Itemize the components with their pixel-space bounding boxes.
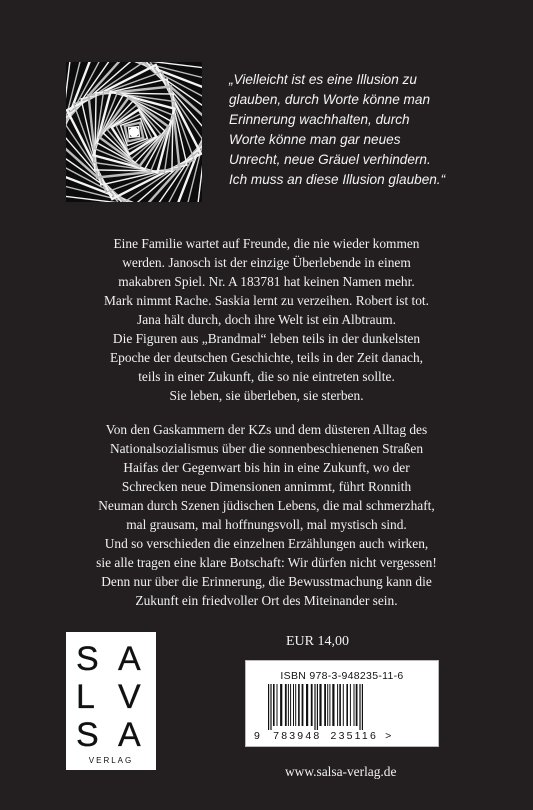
quote-line: Erinnerung wachhalten, durch	[229, 112, 410, 127]
barcode-bar	[290, 684, 291, 726]
blurb-paragraph-2	[40, 420, 493, 610]
blurb-line: Eine Familie wartet auf Freunde, die nie wieder kommen	[113, 236, 420, 251]
blurb-line: Jana hält durch, doch ihre Welt ist ein Albtraum.	[137, 312, 396, 327]
barcode-bar	[327, 684, 328, 726]
barcode-bar	[359, 684, 360, 730]
barcode-bar	[362, 684, 363, 730]
cover-op-art-illustration	[66, 62, 202, 202]
blurb-line: makabren Spiel. Nr. A 183781 hat keinen Namen mehr.	[118, 274, 415, 289]
barcode-bar	[356, 684, 358, 726]
logo-letter: S	[76, 716, 99, 754]
quote-line: glauben, durch Worte könne man	[229, 92, 431, 107]
barcode-bar	[288, 684, 289, 726]
blurb-line: teils in einer Zukunft, die so nie eintreten sollte.	[138, 369, 395, 384]
blurb-line: Haifas der Gegenwart bis hin in eine Zukunft, wo der	[123, 460, 410, 475]
publisher-website: www.salsa-verlag.de	[285, 764, 397, 779]
quote-line: Worte könne man gar neues	[229, 132, 401, 147]
ean-left-group: 783948	[273, 730, 322, 742]
barcode-bar	[354, 684, 355, 726]
barcode-bar	[280, 684, 282, 726]
blurb-line: Und so verschieden die einzelnen Erzählungen auch wirken,	[104, 536, 429, 551]
salsa-verlag-logo	[66, 632, 156, 770]
price-label: EUR 14,00	[286, 634, 349, 649]
barcode-bar	[329, 684, 330, 726]
barcode-bar	[319, 684, 321, 726]
blurb-line: Zukunft ein friedvoller Ort des Miteinander sein.	[135, 593, 398, 608]
ean-quiet-zone-mark: >	[385, 730, 394, 742]
quote-line: Unrecht, neue Gräuel verhindern.	[229, 152, 431, 167]
barcode-bar	[277, 684, 278, 726]
barcode-bar	[317, 684, 318, 730]
barcode-bar	[306, 684, 308, 726]
blurb-line: werden. Janosch ist der einzige Überlebende in einem	[122, 255, 411, 270]
barcode-bar	[295, 684, 296, 726]
barcode-bar	[337, 684, 338, 726]
barcode-bar	[268, 684, 269, 730]
barcode-bar	[302, 684, 304, 726]
ean-right-group: 235116	[330, 730, 379, 742]
quote-line: „Vielleicht ist es eine Illusion zu	[229, 72, 417, 87]
quote-line: Ich muss an diese Illusion glauben.“	[229, 172, 446, 187]
salsa-logo-icon	[66, 632, 156, 770]
barcode-bar	[350, 684, 351, 726]
blurb-line: Sie leben, sie überleben, sie sterben.	[169, 388, 364, 403]
blurb-line: sie alle tragen eine klare Botschaft: Wir dürfen nicht vergessen!	[96, 555, 437, 570]
spiral-center	[129, 127, 139, 137]
blurb-line: Schrecken neue Dimensionen annimmt, führt Ronnith	[121, 479, 412, 494]
blurb-line: mal grausam, mal hoffnungsvoll, mal mystisch sind.	[126, 517, 407, 532]
barcode-bar	[332, 684, 334, 726]
barcode-bar	[270, 684, 271, 730]
barcode-bar	[314, 684, 315, 730]
barcode-bar	[285, 684, 287, 726]
logo-letter: A	[118, 640, 141, 678]
blurb-line: Neuman durch Szenen jüdischen Lebens, die mal schmerzhaft,	[98, 498, 435, 513]
blurb-line: Die Figuren aus „Brandmal“ leben teils in der dunkelsten	[112, 331, 421, 346]
barcode-bar	[343, 684, 344, 726]
ean-first-digit: 9	[254, 730, 263, 742]
ean-digits	[254, 730, 434, 742]
op-art-spiral-icon	[66, 62, 202, 202]
barcode-bar	[339, 684, 341, 726]
barcode-bar	[311, 684, 313, 726]
barcode-bar	[298, 684, 300, 726]
logo-subtitle: VERLAG	[88, 756, 134, 765]
logo-letter: A	[118, 716, 141, 754]
barcode-panel	[245, 660, 439, 747]
barcode-bar	[273, 684, 275, 726]
blurb-line: Epoche der deutschen Geschichte, teils in der Zeit danach,	[109, 350, 424, 365]
isbn-label: ISBN 978-3-948235-11-6	[280, 670, 404, 682]
barcode-bar	[293, 684, 294, 726]
blurb-line: Von den Gaskammern der KZs und dem düsteren Alltag des	[105, 422, 428, 437]
ean-barcode-icon	[266, 684, 426, 730]
blurb-line: Nationalsozialismus über die sonnenbeschienenen Straßen	[109, 441, 424, 456]
barcode-bar	[346, 684, 348, 726]
blurb-line: Denn nur über die Erinnerung, die Bewusstmachung kann die	[101, 574, 432, 589]
logo-letter: L	[76, 678, 95, 716]
barcode-bar	[324, 684, 326, 726]
blurb-paragraph-1	[40, 234, 493, 405]
logo-letter: V	[118, 678, 141, 716]
author-quote	[229, 70, 469, 190]
logo-letter: S	[76, 640, 99, 678]
blurb-line: Mark nimmt Rache. Saskia lernt zu verzeihen. Robert ist tot.	[103, 293, 429, 308]
